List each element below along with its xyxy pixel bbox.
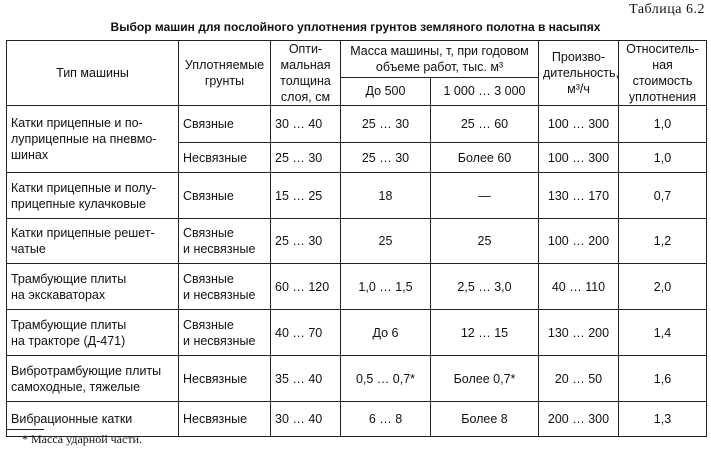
cost-value: 0,7: [619, 173, 707, 219]
table-row: [7, 219, 707, 264]
mass-high-value: 2,5 … 3,0: [431, 264, 539, 310]
productivity-value: 130 … 200: [539, 310, 619, 356]
thickness-value: 35 … 40: [271, 356, 341, 402]
mass-high-value: Более 60: [431, 143, 539, 173]
header-machine-type: Тип машины: [7, 41, 179, 106]
soil-type: Связные и несвязные: [179, 264, 271, 310]
soil-type: Связные: [179, 106, 271, 143]
machine-name: Вибротрамбующие плиты самоходные, тяжелые: [7, 356, 179, 402]
header-soils: Уплотняемые грунты: [179, 41, 271, 106]
mass-high-value: 25 … 60: [431, 106, 539, 143]
machine-name: Катки прицепные решет- чатые: [7, 219, 179, 264]
productivity-value: 200 … 300: [539, 402, 619, 437]
header-mass: Масса машины, т, при годовом объеме работ, тыс. м³: [341, 41, 539, 78]
mass-low-value: 1,0 … 1,5: [341, 264, 431, 310]
soil-type: Несвязные: [179, 402, 271, 437]
table-row: [7, 264, 707, 310]
thickness-value: 40 … 70: [271, 310, 341, 356]
cost-value: 1,3: [619, 402, 707, 437]
table-row: [7, 356, 707, 402]
mass-low-value: 18: [341, 173, 431, 219]
thickness-value: 30 … 40: [271, 402, 341, 437]
header-cost: Относитель- ная стоимость уплотнения: [619, 41, 707, 106]
machine-name: Катки прицепные и по- луприцепные на пневмо- шинах: [7, 106, 179, 173]
table-number: Таблица 6.2: [629, 2, 705, 17]
header-mass-high: 1 000 … 3 000: [431, 77, 539, 105]
machine-name: Трамбующие плиты на экскаваторах: [7, 264, 179, 310]
thickness-value: 15 … 25: [271, 173, 341, 219]
machine-name: Трамбующие плиты на тракторе (Д-471): [7, 310, 179, 356]
productivity-value: 20 … 50: [539, 356, 619, 402]
mass-low-value: 6 … 8: [341, 402, 431, 437]
productivity-value: 100 … 200: [539, 219, 619, 264]
mass-high-value: Более 8: [431, 402, 539, 437]
thickness-value: 60 … 120: [271, 264, 341, 310]
mass-high-value: Более 0,7*: [431, 356, 539, 402]
mass-high-value: 25: [431, 219, 539, 264]
mass-low-value: 25 … 30: [341, 143, 431, 173]
productivity-value: 40 … 110: [539, 264, 619, 310]
cost-value: 1,2: [619, 219, 707, 264]
mass-low-value: 0,5 … 0,7*: [341, 356, 431, 402]
cost-value: 1,6: [619, 356, 707, 402]
footnote-divider: [6, 429, 44, 430]
header-thickness: Опти- мальная толщина слоя, см: [271, 41, 341, 106]
mass-high-value: —: [431, 173, 539, 219]
productivity-value: 100 … 300: [539, 106, 619, 143]
mass-low-value: До 6: [341, 310, 431, 356]
cost-value: 1,0: [619, 143, 707, 173]
thickness-value: 25 … 30: [271, 219, 341, 264]
cost-value: 1,4: [619, 310, 707, 356]
mass-low-value: 25: [341, 219, 431, 264]
soil-type: Связные: [179, 173, 271, 219]
soil-type: Несвязные: [179, 143, 271, 173]
machines-table: [6, 40, 707, 437]
thickness-value: 30 … 40: [271, 106, 341, 143]
machine-name: Катки прицепные и полу- прицепные кулачковые: [7, 173, 179, 219]
footnote: * Масса ударной части.: [22, 432, 142, 446]
machine-name: Вибрационные катки: [7, 402, 179, 437]
table-caption: Выбор машин для послойного уплотнения грунтов земляного полотна в насыпях: [110, 20, 601, 34]
table-row: [7, 310, 707, 356]
table-row: [7, 173, 707, 219]
soil-type: Несвязные: [179, 356, 271, 402]
mass-high-value: 12 … 15: [431, 310, 539, 356]
cost-value: 2,0: [619, 264, 707, 310]
cost-value: 1,0: [619, 106, 707, 143]
productivity-value: 130 … 170: [539, 173, 619, 219]
header-row: [7, 41, 707, 78]
thickness-value: 25 … 30: [271, 143, 341, 173]
header-productivity: Произво- дительность, м³/ч: [539, 41, 619, 106]
header-mass-low: До 500: [341, 77, 431, 105]
soil-type: Связные и несвязные: [179, 219, 271, 264]
productivity-value: 100 … 300: [539, 143, 619, 173]
mass-low-value: 25 … 30: [341, 106, 431, 143]
soil-type: Связные и несвязные: [179, 310, 271, 356]
table-row: [7, 106, 707, 143]
